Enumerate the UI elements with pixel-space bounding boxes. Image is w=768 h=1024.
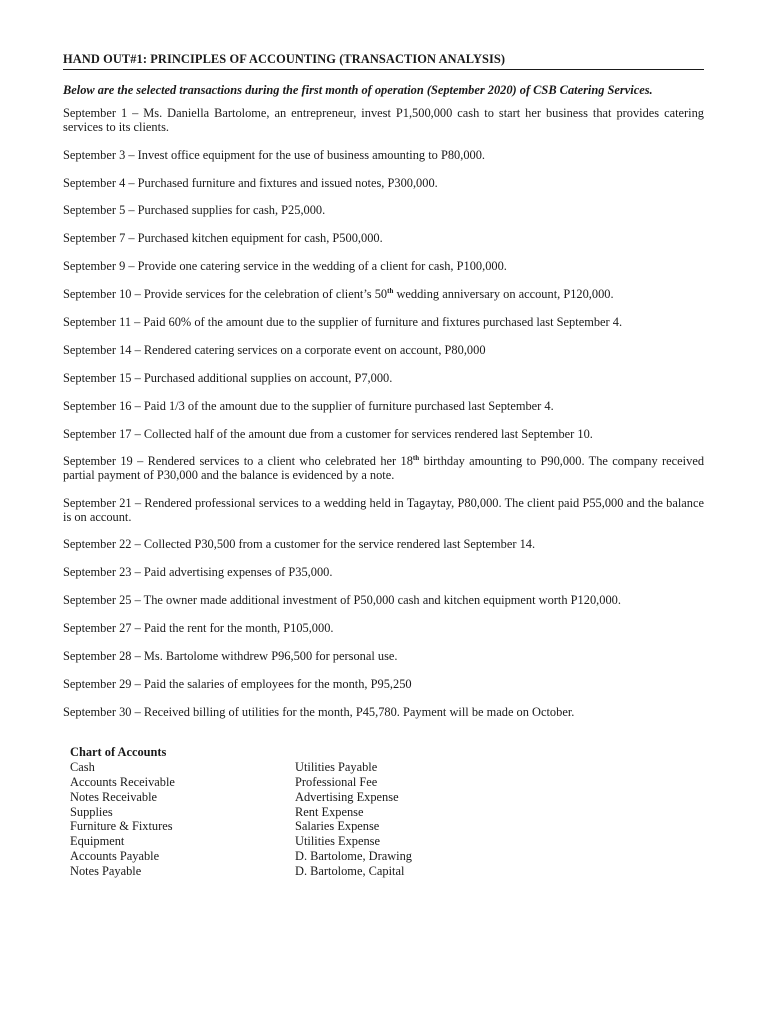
transaction-item: September 25 – The owner made additional investment of P50,000 cash and kitchen equipment worth P120,000. <box>63 593 621 608</box>
transaction-item: September 17 – Collected half of the amount due from a customer for services rendered last September 10. <box>63 426 593 441</box>
handout-page <box>63 53 704 879</box>
transaction-text: September 10 – Provide services for the celebration of client’s 50 <box>63 287 388 302</box>
transaction-item: September 30 – Received billing of utilities for the month, P45,780. Payment will be made on October. <box>63 704 575 719</box>
transaction-text: birthday amounting to P90,000. The company received partial payment of P30,000 and the balance is evidenced by a note. <box>63 454 705 483</box>
transaction-item: September 22 – Collected P30,500 from a customer for the service rendered last September 14. <box>63 537 536 552</box>
account-item: Utilities Payable <box>295 760 378 775</box>
transaction-item <box>63 455 704 482</box>
transaction-item: September 4 – Purchased furniture and fixtures and issued notes, P300,000. <box>63 175 438 190</box>
account-item: Utilities Expense <box>295 834 380 849</box>
transaction-item: September 3 – Invest office equipment for the use of business amounting to P80,000. <box>63 147 486 162</box>
transaction-item: September 28 – Ms. Bartolome withdrew P96,500 for personal use. <box>63 649 398 663</box>
transaction-item: September 5 – Purchased supplies for cash, P25,000. <box>63 203 326 218</box>
accounts-column-1 <box>70 760 295 878</box>
account-item: D. Bartolome, Drawing <box>295 848 412 863</box>
account-item: Furniture & Fixtures <box>70 819 173 834</box>
transaction-item: September 1 – Ms. Daniella Bartolome, an entrepreneur, invest P1,500,000 cash to start her business that provides catering services to its clients. <box>63 106 704 134</box>
chart-of-accounts-title: Chart of Accounts <box>70 745 167 760</box>
transaction-item: September 15 – Purchased additional supplies on account, P7,000. <box>63 370 393 385</box>
transaction-text: wedding anniversary on account, P120,000. <box>393 287 614 302</box>
transaction-item: September 16 – Paid 1/3 of the amount due to the supplier of furniture purchased last September 4. <box>63 398 554 413</box>
account-item: Advertising Expense <box>295 789 399 804</box>
transaction-item: September 7 – Purchased kitchen equipment for cash, P500,000. <box>63 231 383 246</box>
account-item: Notes Payable <box>70 863 142 878</box>
accounts-column-2 <box>295 760 595 878</box>
page-title: HAND OUT#1: PRINCIPLES OF ACCOUNTING (TRANSACTION ANALYSIS) <box>63 53 704 70</box>
transaction-item: September 23 – Paid advertising expenses of P35,000. <box>63 565 333 580</box>
account-item: Accounts Receivable <box>70 774 175 789</box>
account-item: Notes Receivable <box>70 789 158 804</box>
account-item: D. Bartolome, Capital <box>295 863 405 878</box>
transaction-item: September 21 – Rendered professional services to a wedding held in Tagaytay, P80,000. The client paid P55,000 and the balance is on account. <box>63 495 704 524</box>
account-item: Accounts Payable <box>70 848 160 863</box>
transaction-item: September 27 – Paid the rent for the month, P105,000. <box>63 621 334 636</box>
transaction-item: September 11 – Paid 60% of the amount due to the supplier of furniture and fixtures purchased last September 4. <box>63 315 623 330</box>
account-item: Equipment <box>70 834 125 849</box>
ordinal-suffix: th <box>387 287 394 296</box>
transaction-item: September 29 – Paid the salaries of employees for the month, P95,250 <box>63 676 412 691</box>
account-item: Professional Fee <box>295 774 378 789</box>
transaction-text: September 19 – Rendered services to a client who celebrated her 18 <box>63 454 413 469</box>
transaction-list <box>63 107 704 719</box>
transaction-item: September 9 – Provide one catering service in the wedding of a client for cash, P100,000. <box>63 259 507 274</box>
chart-of-accounts <box>70 745 704 878</box>
transaction-item <box>63 288 704 302</box>
chart-of-accounts-columns <box>70 760 704 878</box>
account-item: Salaries Expense <box>295 819 380 834</box>
intro-paragraph: Below are the selected transactions during the first month of operation (September 2020) of CSB Catering Services. <box>63 82 653 97</box>
account-item: Cash <box>70 760 95 775</box>
account-item: Rent Expense <box>295 804 364 819</box>
account-item: Supplies <box>70 804 113 819</box>
ordinal-suffix: th <box>412 454 420 463</box>
transaction-item: September 14 – Rendered catering services on a corporate event on account, P80,000 <box>63 342 486 357</box>
